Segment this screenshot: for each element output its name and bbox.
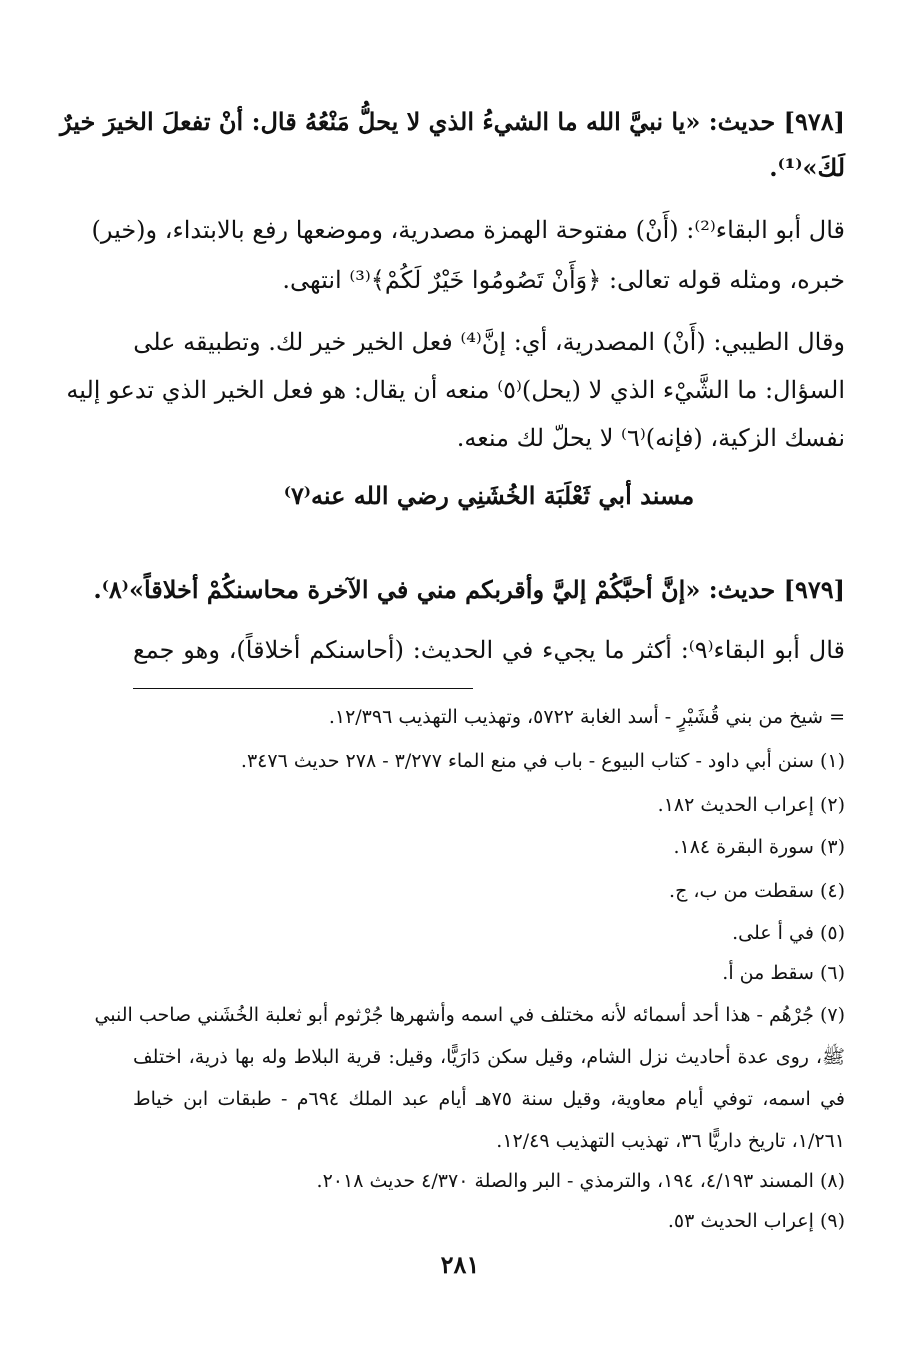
footnote-7-line-4: ١/٢٦١، تاريخ داريًّا ٣٦، تهذيب التهذيب ١٢/٤٩.	[496, 1130, 845, 1152]
hadith-978-line-2: لَكَ»⁽¹⁾.	[769, 153, 845, 182]
tibi-line-2: السؤال: ما الشَّيْء الذي لا (يحل)⁽٥⁾ منعه أن يقال: هو فعل الخير الذي تدعو إليه	[66, 376, 845, 404]
tibi-line-1: وقال الطيبي: (أَنْ) المصدرية، أي: إنَّ⁽⁴⁾ فعل الخير خير لك. وتطبيقه على	[133, 328, 845, 356]
hadith-979-line-1: [٩٧٩] حديث: «إنَّ أحبَّكُمْ إليَّ وأقربكم مني في الآخرة محاسنكُمْ أخلاقاً»⁽٨⁾.	[93, 575, 845, 604]
footnote-2: (٢) إعراب الحديث ١٨٢.	[657, 794, 845, 816]
abulbaqa-978-line-2: خبره، ومثله قوله تعالى: ﴿وَأَنْ تَصُومُوا خَيْرٌ لَكُمْ﴾⁽³⁾ انتهى.	[282, 266, 845, 294]
footnote-9: (٩) إعراب الحديث ٥٣.	[667, 1210, 845, 1232]
footnote-3: (٣) سورة البقرة ١٨٤.	[673, 836, 845, 858]
hadith-978-line-1: [٩٧٨] حديث: «يا نبيَّ الله ما الشيءُ الذي لا يحلُّ مَنْعُهُ قال: أنْ تفعلَ الخيرَ خيرٌ	[60, 107, 845, 136]
footnote-separator-wrap	[133, 688, 845, 690]
abulbaqa-979-line-1: قال أبو البقاء⁽٩⁾: أكثر ما يجيء في الحديث: (أحاسنكم أخلاقاً)، وهو جمع	[133, 636, 845, 664]
footnote-4: (٤) سقطت من ب، ج.	[669, 880, 845, 902]
footnote-7-line-2: ﷺ، روى عدة أحاديث نزل الشام، وقيل سكن دَارَيًّا، وقيل: قرية البلاط وله بها ذرية، اختلف	[133, 1046, 845, 1068]
footnote-6: (٦) سقط من أ.	[722, 962, 845, 984]
tibi-line-3: نفسك الزكية، (فإنه)⁽٦⁾ لا يحلّ لك منعه.	[456, 424, 845, 452]
footnote-1: (١) سنن أبي داود - كتاب البيوع - باب في منع الماء ٣/٢٧٧ - ٢٧٨ حديث ٣٤٧٦.	[240, 750, 845, 772]
section-heading: مسند أبي ثَعْلَبَة الخُشَنِي رضي الله عنه⁽٧⁾	[283, 481, 695, 510]
footnote-7-line-1: (٧) جُرْهُم - هذا أحد أسمائه لأنه مختلف في اسمه وأشهرها جُرْثوم أبو ثعلبة الخُشَني صاحب النبي	[94, 1004, 845, 1026]
footnote-separator	[133, 688, 473, 689]
abulbaqa-978-line-1: قال أبو البقاء⁽²⁾: (أَنْ) مفتوحة الهمزة مصدرية، وموضعها رفع بالابتداء، و(خير)	[91, 216, 845, 244]
footnote-7-line-3: في اسمه، توفي أيام معاوية، وقيل سنة ٧٥هـ أيام عبد الملك ٦٩٤م - طبقات ابن خياط	[133, 1088, 845, 1110]
footnote-5: (٥) في أ على.	[732, 922, 845, 944]
footnote-8: (٨) المسند ٤/١٩٣، ١٩٤، والترمذي - البر والصلة ٤/٣٧٠ حديث ٢٠١٨.	[316, 1170, 845, 1192]
footnote-continuation: = شيخ من بني قُشَيْرٍ - أسد الغابة ٥٧٢٢، وتهذيب التهذيب ١٢/٣٩٦.	[328, 706, 845, 728]
page-number: ٢٨١	[440, 1250, 480, 1279]
